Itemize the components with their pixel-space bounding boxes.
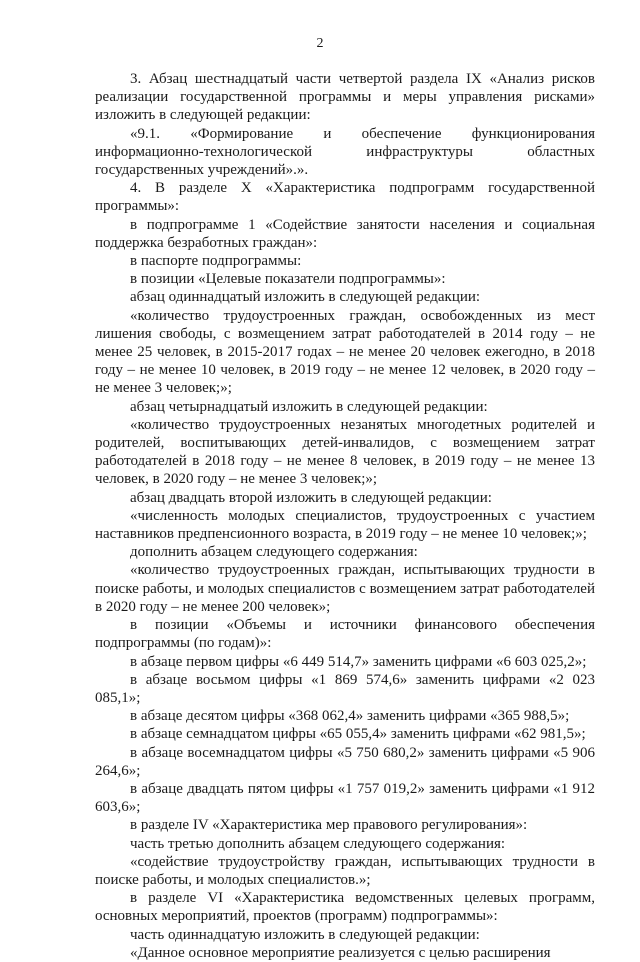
paragraph: «9.1. «Формирование и обеспечение функционирования информационно-технологической инфраструктуры областных государственных учреждений».». — [95, 125, 595, 179]
paragraph: 4. В разделе X «Характеристика подпрограмм государственной программы»: — [95, 180, 595, 215]
paragraph: в абзаце первом цифры «6 449 514,7» заменить цифрами «6 603 025,2»; — [130, 653, 587, 670]
paragraph: в разделе VI «Характеристика ведомственных целевых программ, основных мероприятий, проектов (программ) подпрограммы»: — [95, 890, 595, 925]
paragraph: в абзаце восьмом цифры «1 869 574,6» заменить цифрами «2 023 085,1»; — [95, 671, 595, 706]
document-body — [95, 70, 595, 962]
page-number: 2 — [316, 36, 324, 51]
paragraph: в подпрограмме 1 «Содействие занятости населения и социальная поддержка безработных граждан»: — [95, 216, 595, 251]
paragraph: в абзаце семнадцатом цифры «65 055,4» заменить цифрами «62 981,5»; — [130, 726, 586, 743]
paragraph: в абзаце двадцать пятом цифры «1 757 019,2» заменить цифрами «1 912 603,6»; — [95, 780, 595, 816]
paragraph: «количество трудоустроенных граждан, освобожденных из мест лишения свободы, с возмещением затрат работодателей в 2014 году – не менее 25 человек, в 2015-2017 годах – не менее 20 человек ежегодно, в 2018 году – не менее 10 человек, в 2019 году – не менее 12 человек, в 2020 году – не менее 3 человек;»; — [95, 307, 595, 397]
paragraph: «количество трудоустроенных граждан, испытывающих трудности в поиске работы, и молодых специалистов с возмещением затрат работодателей в 2020 году – не менее 200 человек»; — [95, 562, 595, 615]
paragraph: «Данное основное мероприятие реализуется с целью расширения — [130, 944, 551, 961]
paragraph: абзац одиннадцатый изложить в следующей редакции: — [130, 289, 481, 306]
paragraph: в паспорте подпрограммы: — [130, 253, 302, 270]
paragraph: часть третью дополнить абзацем следующего содержания: — [130, 835, 506, 852]
paragraph: часть одиннадцатую изложить в следующей редакции: — [130, 926, 480, 943]
paragraph: абзац двадцать второй изложить в следующей редакции: — [130, 489, 492, 506]
paragraph: «численность молодых специалистов, трудоустроенных с участием наставников предпенсионного возраста, в 2019 году – не менее 10 человек;»; — [95, 507, 595, 543]
paragraph: 3. Абзац шестнадцатый части четвертой раздела IX «Анализ рисков реализации государственной программы и меры управления рисками» изложить в следующей редакции: — [95, 71, 595, 124]
paragraph: «содействие трудоустройству граждан, испытывающих трудности в поиске работы, и молодых специалистов.»; — [95, 853, 595, 888]
paragraph: в абзаце десятом цифры «368 062,4» заменить цифрами «365 988,5»; — [130, 708, 570, 725]
paragraph: в позиции «Целевые показатели подпрограммы»: — [130, 271, 446, 288]
paragraph: дополнить абзацем следующего содержания: — [130, 544, 418, 561]
paragraph: в разделе IV «Характеристика мер правового регулирования»: — [130, 817, 528, 834]
paragraph: абзац четырнадцатый изложить в следующей редакции: — [130, 398, 488, 415]
paragraph: «количество трудоустроенных незанятых многодетных родителей и родителей, воспитывающих детей-инвалидов, с возмещением затрат работодателей в 2018 году – не менее 8 человек, в 2019 году – не менее 13 человек, в 2020 году – не менее 3 человек;»; — [95, 416, 595, 488]
paragraph: в абзаце восемнадцатом цифры «5 750 680,2» заменить цифрами «5 906 264,6»; — [95, 744, 595, 779]
paragraph: в позиции «Объемы и источники финансового обеспечения подпрограммы (по годам)»: — [95, 617, 595, 652]
